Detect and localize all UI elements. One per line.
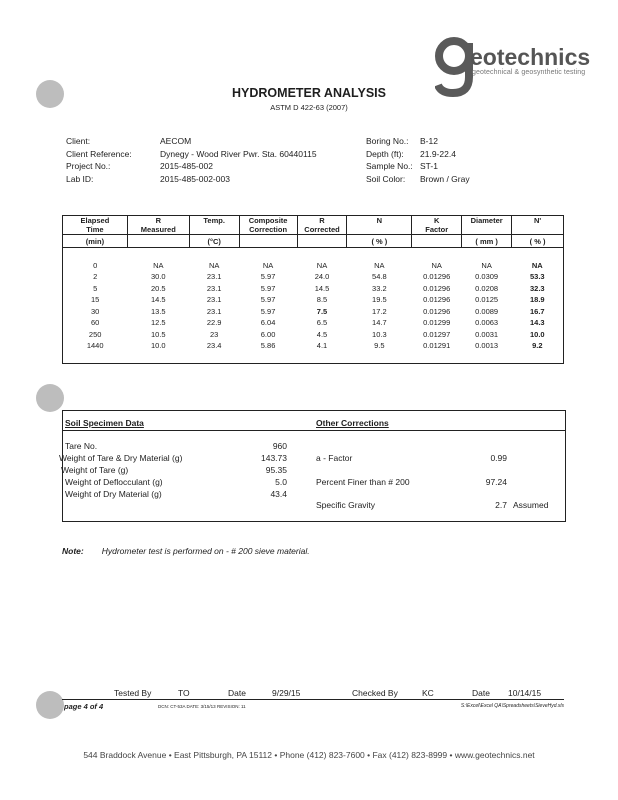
specimen-value: 5.0 — [275, 477, 287, 487]
checked-date-label: Date — [472, 688, 490, 698]
table-cell: 15 — [91, 295, 100, 305]
table-cell: 0.01296 — [423, 295, 451, 305]
table-cell: 30.0 — [150, 272, 166, 282]
info-left-values — [160, 135, 317, 185]
info-value: ST-1 — [420, 161, 438, 171]
table-cell: 60 — [91, 318, 100, 328]
table-cell: 23.4 — [206, 341, 222, 351]
table-cell: NA — [316, 260, 328, 270]
tested-by-label: Tested By — [114, 688, 152, 698]
table-cell: 14.5 — [314, 283, 330, 293]
table-cell: 0.0013 — [475, 341, 499, 351]
hole-punch-bottom — [36, 691, 64, 719]
info-label: Boring No.: — [366, 136, 409, 146]
table-cell: 23.1 — [206, 295, 222, 305]
info-right-values — [420, 135, 470, 185]
tested-date-value: 9/29/15 — [272, 688, 301, 698]
table-row — [63, 260, 564, 272]
table-cell: 4.1 — [316, 341, 328, 351]
unit-cell — [297, 235, 347, 248]
table-cell: 4.5 — [316, 329, 328, 339]
note — [62, 546, 310, 556]
table-cell: 18.9 — [529, 295, 545, 305]
specimen-label: Weight of Tare (g) — [61, 465, 129, 475]
table-cell: 23.1 — [206, 272, 222, 282]
table-cell: 20.5 — [150, 283, 166, 293]
logo-tagline: geotechnical & geosynthetic testing — [472, 69, 586, 76]
table-cell: 0.0089 — [475, 306, 499, 316]
table-units-row — [63, 235, 564, 248]
table-cell: 5.97 — [260, 295, 276, 305]
unit-cell — [412, 235, 462, 248]
table-cell: 0.0031 — [475, 329, 499, 339]
table-cell: 0.01291 — [423, 341, 451, 351]
table-header-row — [63, 216, 564, 235]
table-cell: 0.01296 — [423, 272, 451, 282]
table-cell: 14.5 — [150, 295, 166, 305]
specimen-heading: Soil Specimen Data — [65, 418, 144, 428]
correction-label: Specific Gravity — [316, 500, 376, 510]
table-cell: 19.5 — [372, 295, 387, 305]
info-right-labels — [366, 135, 413, 185]
col-header-temp: Temp. — [189, 216, 239, 235]
logo-wordmark: eotechnics — [470, 44, 591, 70]
table-row — [63, 294, 564, 306]
table-cell: 8.5 — [316, 295, 328, 305]
table-body — [63, 248, 564, 364]
table-cell: 12.5 — [150, 318, 166, 328]
hydrometer-data-table — [62, 215, 564, 364]
table-cell: 9.5 — [374, 341, 385, 351]
unit-cell: ( % ) — [347, 235, 412, 248]
info-value: 21.9-22.4 — [420, 148, 456, 159]
report-title: HYDROMETER ANALYSIS — [232, 86, 386, 100]
company-footer: 544 Braddock Avenue • East Pittsburgh, PA 15112 • Phone (412) 823-7600 • Fax (412) 823-8999 • www.geotechnics.net — [83, 750, 535, 760]
table-cell: 5.86 — [260, 341, 276, 351]
unit-cell: ( mm ) — [462, 235, 512, 248]
table-cell: 0.0125 — [475, 295, 499, 305]
table-cell: 6.00 — [260, 329, 276, 339]
table-cell: 24.0 — [314, 272, 330, 282]
tested-by-value: TO — [178, 688, 190, 698]
table-cell: 10.5 — [150, 329, 166, 339]
unit-cell — [127, 235, 189, 248]
specimen-label: Weight of Tare & Dry Material (g) — [59, 453, 183, 463]
table-cell: 23.1 — [206, 306, 222, 316]
checked-by-label: Checked By — [352, 688, 398, 698]
specimen-label: Tare No. — [65, 441, 98, 451]
correction-label: Percent Finer than # 200 — [316, 477, 410, 487]
table-cell: NA — [208, 260, 220, 270]
table-cell: 250 — [88, 329, 102, 339]
unit-cell: ( % ) — [512, 235, 564, 248]
col-header-n: N — [347, 216, 412, 235]
col-header-diameter: Diameter — [462, 216, 512, 235]
table-cell: 54.8 — [372, 272, 387, 282]
note-label: Note: — [62, 546, 84, 556]
col-header-r-measured: R Measured — [127, 216, 189, 235]
col-header-composite-correction: Composite Correction — [239, 216, 297, 235]
info-value: Dynegy - Wood River Pwr. Sta. 60440115 — [160, 148, 317, 159]
table-cell: 0.0309 — [475, 272, 499, 282]
info-value: AECOM — [160, 136, 192, 146]
table-cell: 30 — [91, 306, 100, 316]
info-value: B-12 — [420, 136, 438, 146]
table-cell: 23 — [210, 329, 219, 339]
specimen-value: 960 — [272, 441, 287, 451]
note-text: Hydrometer test is performed on - # 200 sieve material. — [101, 546, 310, 556]
signoff-rule — [62, 699, 564, 700]
unit-cell: (min) — [63, 235, 128, 248]
col-header-n-prime: N' — [512, 216, 564, 235]
box-divider — [63, 430, 565, 431]
table-row — [63, 329, 564, 341]
table-row — [63, 317, 564, 329]
table-cell: 0.01299 — [423, 318, 451, 328]
table-row — [63, 306, 564, 318]
table-cell: 16.7 — [529, 306, 545, 316]
table-cell: NA — [531, 260, 543, 270]
table-cell: 5 — [93, 283, 98, 293]
specimen-corrections-box — [59, 410, 566, 522]
corrections-heading: Other Corrections — [316, 418, 389, 428]
info-label: Client Reference: — [66, 148, 132, 159]
col-header-k-factor: K Factor — [412, 216, 462, 235]
table-cell: 32.3 — [529, 283, 545, 293]
specimen-value: 43.4 — [270, 489, 287, 499]
info-value: 2015-485-002-003 — [160, 173, 230, 184]
table-cell: NA — [374, 260, 385, 270]
page-number: page 4 of 4 — [64, 702, 104, 711]
table-cell: 10.0 — [150, 341, 166, 351]
table-cell: 5.97 — [260, 272, 276, 282]
table-cell: 0.01297 — [423, 329, 451, 339]
specimen-label: Weight of Deflocculant (g) — [65, 477, 163, 487]
info-value: 2015-485-002 — [160, 161, 213, 171]
table-cell: 0.0208 — [475, 283, 499, 293]
checked-date-value: 10/14/15 — [508, 688, 542, 698]
table-cell: 5.97 — [260, 306, 276, 316]
specimen-label: Weight of Dry Material (g) — [65, 489, 162, 499]
file-path: S:\Excel\Excel QA\Spreadsheets\SieveHyd.xls — [460, 703, 564, 709]
table-cell: 53.3 — [529, 272, 545, 282]
col-header-r-corrected: R Corrected — [297, 216, 347, 235]
table-cell: 6.04 — [260, 318, 276, 328]
unit-cell — [239, 235, 297, 248]
table-cell: 9.2 — [532, 341, 543, 351]
info-label: Client: — [66, 136, 91, 146]
table-cell: 13.5 — [150, 306, 166, 316]
table-cell: 6.5 — [316, 318, 328, 328]
table-cell: 14.3 — [529, 318, 545, 328]
checked-by-value: KC — [422, 688, 434, 698]
specimen-value: 95.35 — [265, 465, 287, 475]
table-cell: 0.0063 — [475, 318, 499, 328]
table-cell: 33.2 — [372, 283, 387, 293]
table-cell: 0.01296 — [423, 306, 451, 316]
table-cell: NA — [481, 260, 492, 270]
info-label: Soil Color: — [366, 173, 406, 184]
table-cell: 22.9 — [206, 318, 222, 328]
info-value: Brown / Gray — [420, 173, 470, 184]
document-code: DCN: CT-53A DATE: 3/15/13 REVISION: 11 — [158, 704, 246, 709]
info-label: Project No.: — [66, 161, 111, 171]
unit-cell: (°C) — [189, 235, 239, 248]
table-cell: 1440 — [86, 341, 104, 351]
table-cell: 2 — [93, 272, 98, 282]
table-cell: 23.1 — [206, 283, 222, 293]
info-label: Lab ID: — [66, 173, 94, 184]
table-row — [63, 340, 564, 352]
correction-label: a - Factor — [316, 453, 353, 463]
table-row — [63, 271, 564, 283]
table-cell: 14.7 — [372, 318, 387, 328]
table-row — [63, 283, 564, 295]
table-cell: 5.97 — [260, 283, 276, 293]
info-left-labels — [66, 135, 132, 185]
info-label: Depth (ft): — [366, 148, 404, 159]
table-cell: 7.5 — [316, 306, 328, 316]
col-header-elapsed-time: Elapsed Time — [63, 216, 128, 235]
table-cell: 0 — [93, 260, 98, 270]
correction-value: 2.7 — [495, 500, 507, 510]
tested-date-label: Date — [228, 688, 246, 698]
specimen-value: 143.73 — [261, 453, 287, 463]
info-label: Sample No.: — [366, 161, 413, 171]
report-standard: ASTM D 422-63 (2007) — [270, 103, 348, 112]
table-cell: NA — [153, 260, 164, 270]
hole-punch-middle — [36, 384, 64, 412]
correction-value: 97.24 — [485, 477, 507, 487]
table-cell: 17.2 — [372, 306, 387, 316]
table-cell: 10.0 — [529, 329, 545, 339]
table-cell: NA — [262, 260, 274, 270]
correction-note: Assumed — [513, 500, 549, 510]
table-cell: 10.3 — [372, 329, 387, 339]
correction-value: 0.99 — [490, 453, 507, 463]
table-cell: NA — [431, 260, 442, 270]
table-cell: 0.01296 — [423, 283, 451, 293]
